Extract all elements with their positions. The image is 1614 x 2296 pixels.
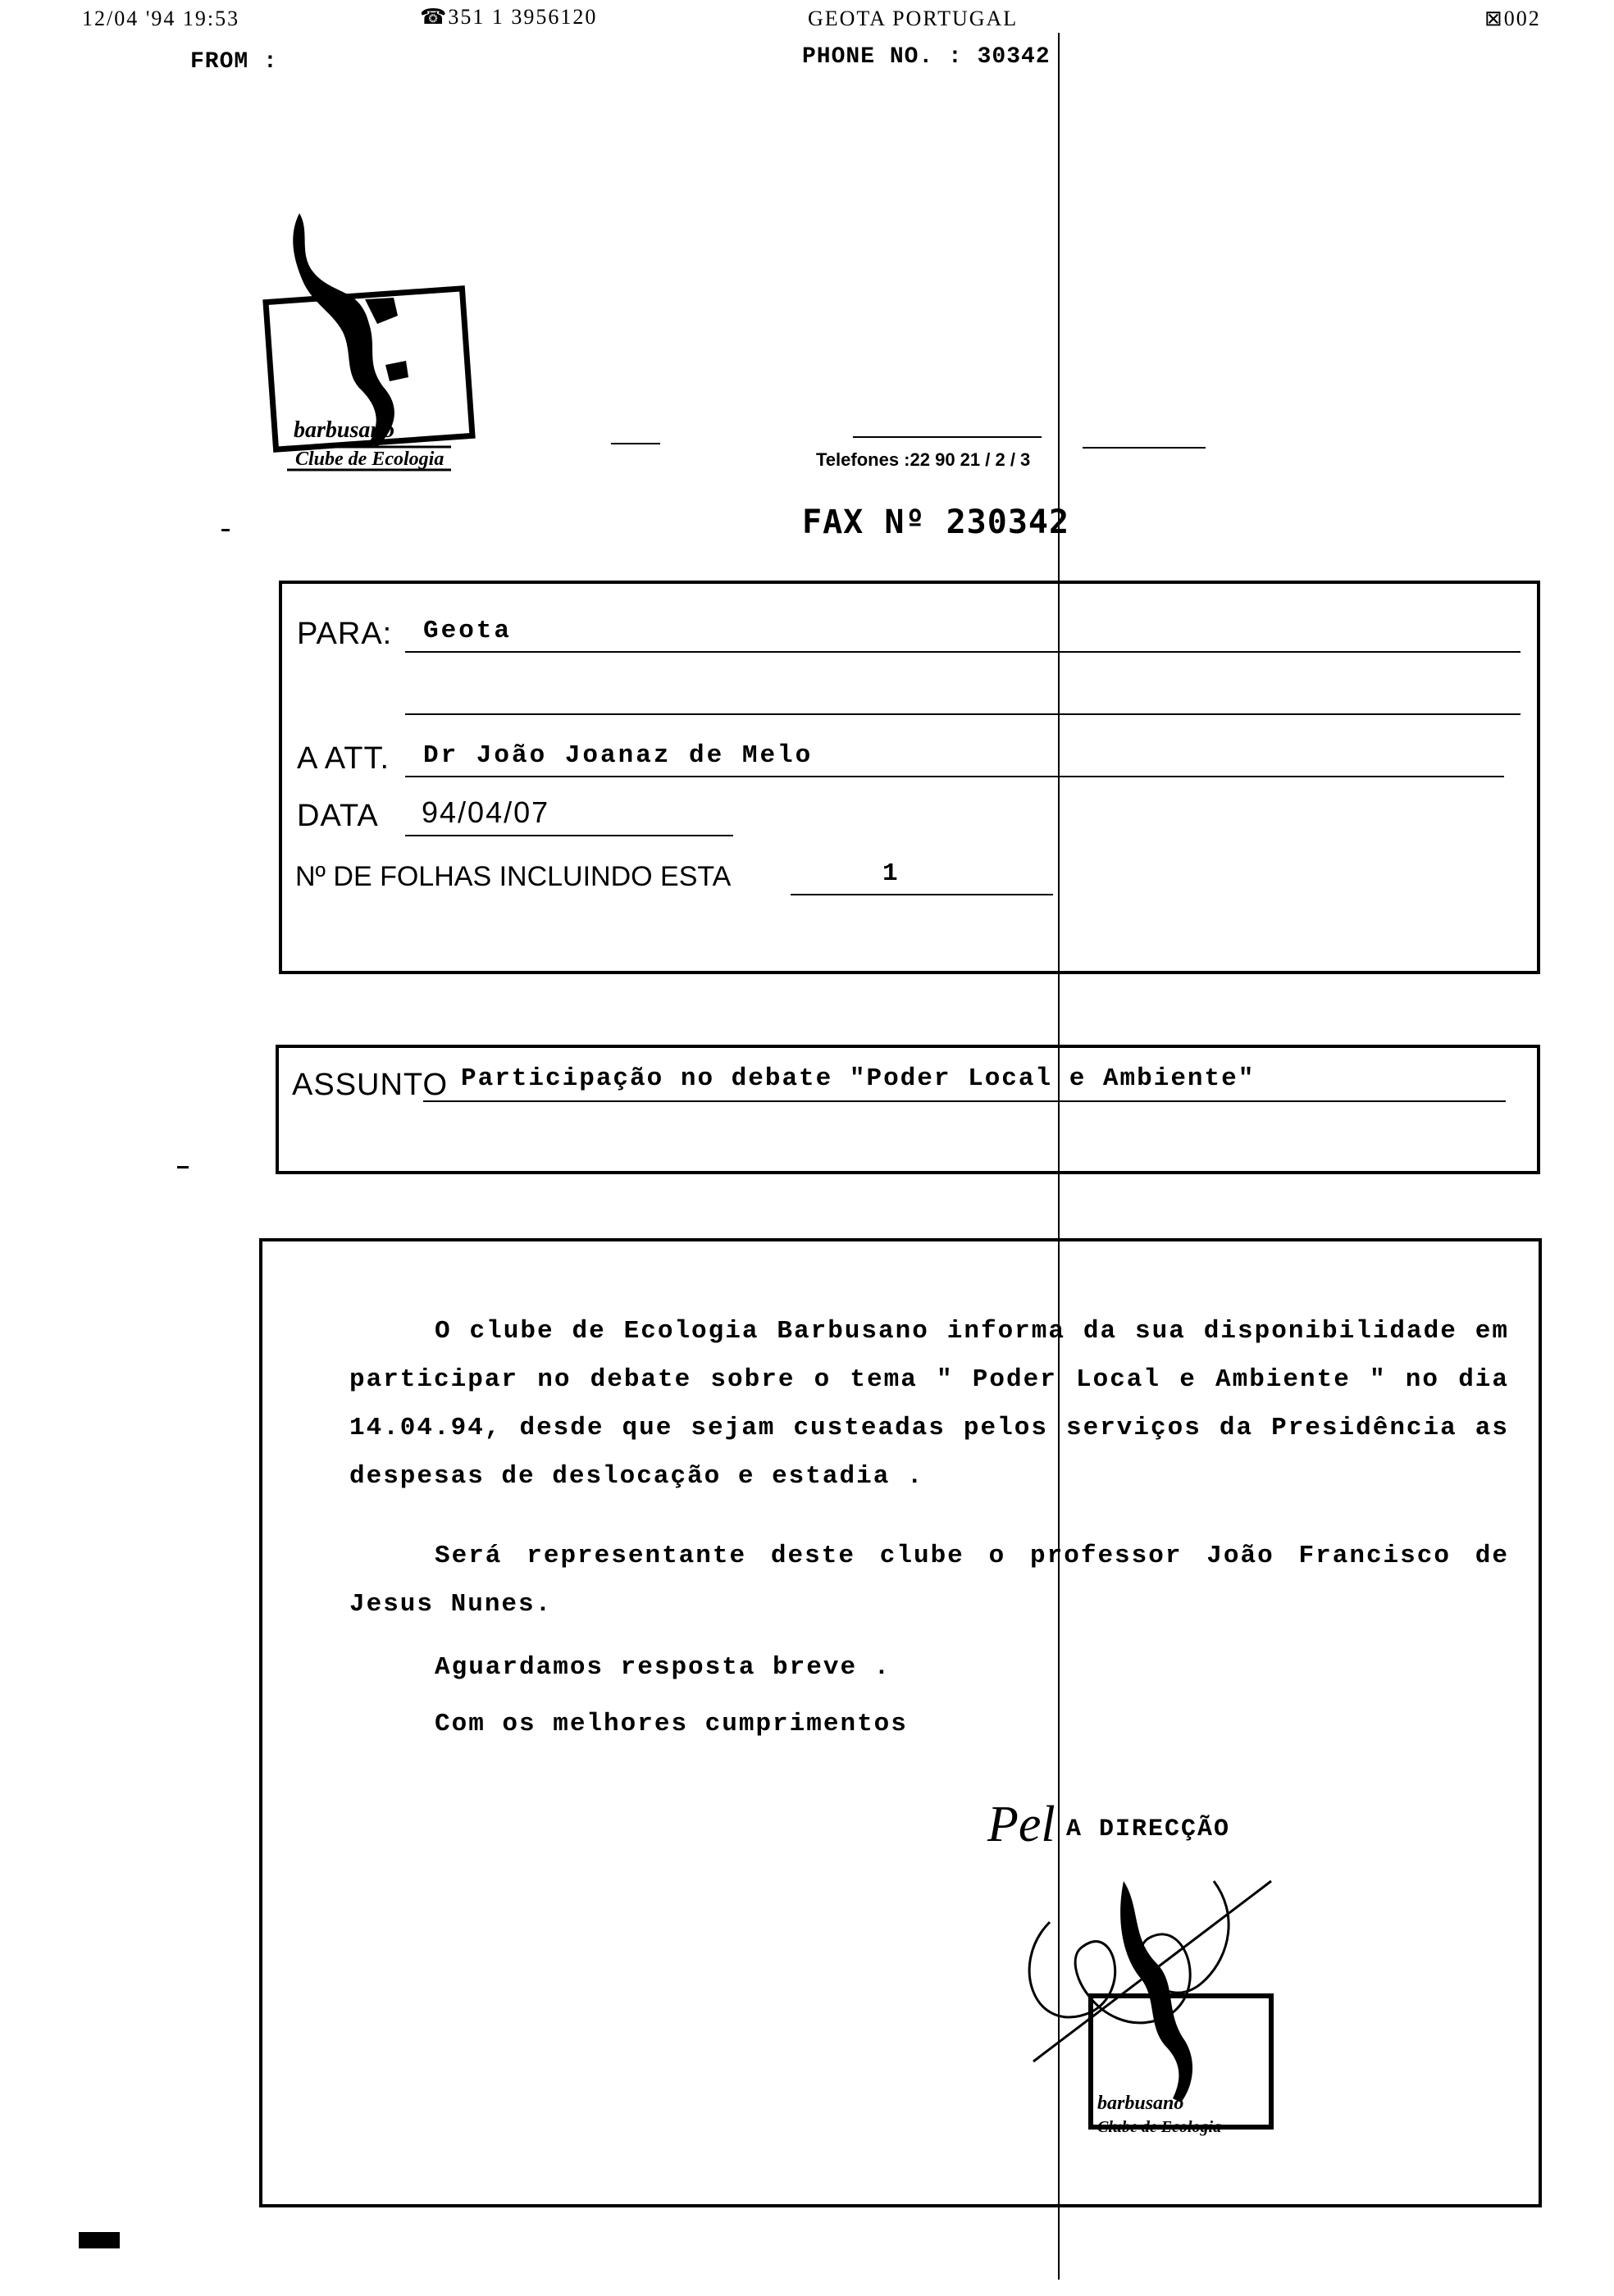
letter-closing: Com os melhores cumprimentos: [435, 1710, 908, 1738]
club-logo: [262, 201, 476, 480]
phone-icon: ☎: [420, 5, 449, 29]
fax-page-indicator: [1484, 7, 1541, 31]
para-line: [405, 651, 1521, 653]
att-label: A ATT.: [297, 741, 390, 776]
fax-mark: [177, 1166, 189, 1168]
letter-body-box: [259, 1238, 1542, 2207]
att-line: [405, 776, 1504, 777]
letterhead-dash: [853, 436, 1042, 438]
sender-number: 351 1 3956120: [448, 5, 598, 29]
signature-title: A DIRECÇÃO: [1066, 1815, 1231, 1843]
fax-page-number: 002: [1503, 7, 1541, 30]
fax-recipient: GEOTA PORTUGAL: [808, 7, 1019, 30]
letter-paragraph: Será representante deste clube o professor João Francisco de Jesus Nunes.: [349, 1542, 1509, 1619]
assunto-line: [423, 1100, 1506, 1102]
fax-number-title: FAX Nº 230342: [802, 503, 1070, 541]
data-line: [405, 835, 733, 836]
para-label: PARA:: [297, 617, 393, 651]
fax-timestamp: 12/04 '94 19:53: [82, 7, 240, 30]
att-value: Dr João Joanaz de Melo: [423, 741, 814, 770]
folhas-line: [791, 894, 1053, 895]
sender-phone: [420, 5, 597, 30]
para-value: Geota: [423, 617, 513, 645]
assunto-label: ASSUNTO: [292, 1068, 449, 1102]
logo-wordmark: barbusano: [294, 417, 394, 443]
stamp-subtitle: Clube de Ecologia: [1097, 2118, 1222, 2136]
telefones-line: Telefones :22 90 21 / 2 / 3: [816, 449, 1031, 470]
subject-box: [276, 1045, 1540, 1174]
folhas-value: 1: [882, 859, 898, 888]
fax-mark: [221, 529, 230, 531]
fax-mark: [79, 2232, 120, 2248]
data-label: DATA: [297, 799, 379, 833]
page-icon: ⊠: [1484, 7, 1504, 30]
addressee-form: [279, 581, 1540, 974]
from-label: FROM :: [190, 49, 278, 75]
letter-text: [349, 1307, 1509, 1748]
assunto-value: Participação no debate "Poder Local e Ambiente": [461, 1064, 1256, 1093]
folhas-label: Nº DE FOLHAS INCLUINDO ESTA: [295, 861, 732, 892]
letter-paragraph: O clube de Ecologia Barbusano informa da sua disponibilidade em participar no debate sobre o tema " Poder Local e Ambiente " no dia 14.04.94, desde que sejam custeadas pelos serviços da Presidência as despesas de deslocação e estadia .: [349, 1317, 1509, 1491]
phone-number-label: PHONE NO. : 30342: [802, 44, 1051, 70]
para-second-line: [405, 713, 1521, 715]
stamp-wordmark: barbusano: [1097, 2093, 1184, 2114]
club-stamp: [1001, 1848, 1296, 2143]
logo-subtitle: Clube de Ecologia: [295, 449, 445, 470]
letterhead-dash: [1083, 447, 1206, 449]
handwritten-signature: Pel: [987, 1797, 1055, 1852]
letterhead-dash: [611, 443, 660, 444]
data-value: 94/04/07: [422, 795, 550, 829]
letter-paragraph: Aguardamos resposta breve .: [435, 1653, 891, 1682]
